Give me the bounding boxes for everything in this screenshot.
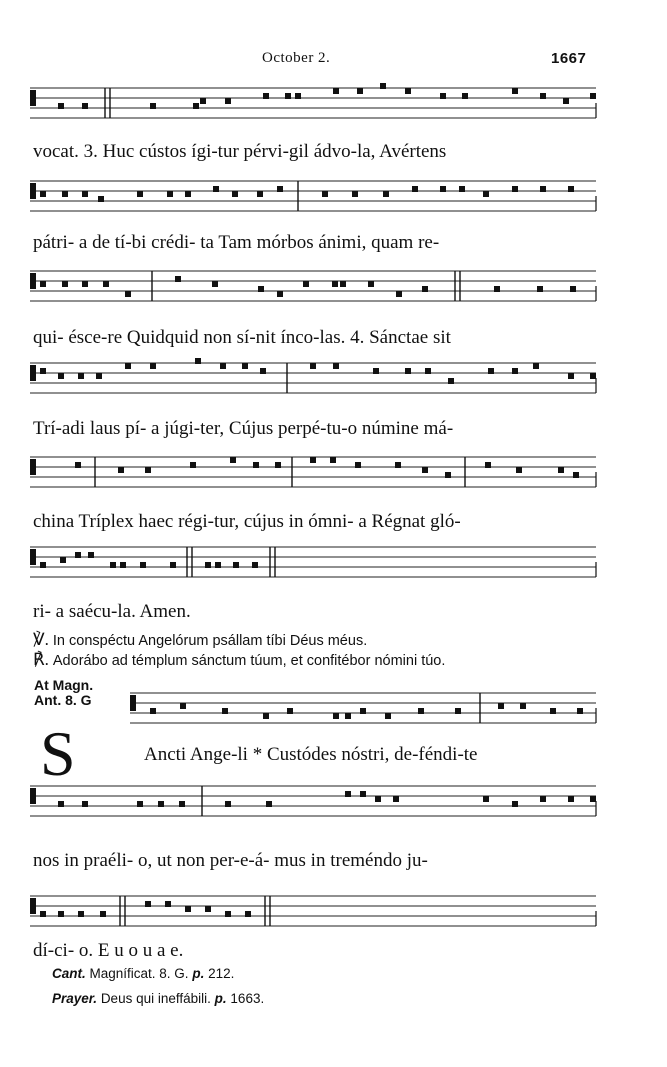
ref-label: Prayer.: [52, 991, 98, 1006]
neume: [185, 191, 191, 197]
neume: [150, 363, 156, 369]
neume: [242, 363, 248, 369]
neume: [40, 281, 46, 287]
neume: [275, 462, 281, 468]
neume: [570, 286, 576, 292]
neume: [590, 93, 596, 99]
neume: [357, 88, 363, 94]
neume: [285, 93, 291, 99]
neume: [75, 552, 81, 558]
neume: [422, 467, 428, 473]
neume: [58, 373, 64, 379]
neume: [483, 796, 489, 802]
neume: [295, 93, 301, 99]
neume: [40, 191, 46, 197]
neume: [440, 93, 446, 99]
neume: [568, 186, 574, 192]
neume: [412, 186, 418, 192]
neume: [590, 373, 596, 379]
neume: [512, 186, 518, 192]
neume: [322, 191, 328, 197]
neume: [422, 286, 428, 292]
neume: [215, 562, 221, 568]
hymn-lyric-line-2: pátri- a de tí-bi crédi- ta Tam mórbos ánimi, quam re-: [33, 232, 440, 253]
neume: [58, 911, 64, 917]
music-staff-2: [0, 173, 667, 233]
music-staff-6: [0, 539, 667, 599]
neume: [165, 901, 171, 907]
neume: [220, 363, 226, 369]
neume: [418, 708, 424, 714]
neume: [222, 708, 228, 714]
neume: [577, 708, 583, 714]
neume: [40, 562, 46, 568]
neume: [253, 462, 259, 468]
neume: [98, 196, 104, 202]
neume: [179, 801, 185, 807]
hymn-lyric-line-4: Trí-adi laus pí- a júgi-ter, Cújus perpé-tu-o númine má-: [33, 418, 454, 439]
neume: [568, 373, 574, 379]
neume: [82, 801, 88, 807]
response: [33, 650, 445, 670]
neume: [150, 708, 156, 714]
neume: [550, 708, 556, 714]
neume: [405, 368, 411, 374]
neume: [100, 911, 106, 917]
neume: [62, 191, 68, 197]
neume: [488, 368, 494, 374]
neume: [310, 457, 316, 463]
neume: [494, 286, 500, 292]
neume: [96, 373, 102, 379]
neume: [380, 83, 386, 89]
neume: [333, 88, 339, 94]
response-text: Adorábo ad témplum sánctum túum, et confitébor nómini túo.: [52, 653, 446, 669]
neume: [125, 291, 131, 297]
ref-page: 1663.: [230, 991, 265, 1006]
versicle: [33, 630, 367, 650]
running-title: October 2.: [262, 50, 331, 66]
neume: [333, 713, 339, 719]
neume: [405, 88, 411, 94]
neume: [287, 708, 293, 714]
clef: [30, 788, 36, 804]
antiphon-label-line-2: Ant. 8. G: [34, 692, 92, 708]
neume: [590, 796, 596, 802]
clef: [30, 898, 36, 914]
neume: [485, 462, 491, 468]
neume: [137, 191, 143, 197]
neume: [120, 562, 126, 568]
ref-page: 212.: [208, 966, 235, 981]
neume: [200, 98, 206, 104]
neume: [277, 186, 283, 192]
neume: [195, 358, 201, 364]
neume: [448, 378, 454, 384]
neume: [459, 186, 465, 192]
neume: [78, 911, 84, 917]
neume: [455, 708, 461, 714]
neume: [573, 472, 579, 478]
neume: [245, 911, 251, 917]
music-staff-7: [0, 685, 667, 745]
ref-p: p.: [192, 966, 205, 981]
neume: [185, 906, 191, 912]
drop-cap-initial: S: [40, 718, 76, 789]
neume: [233, 562, 239, 568]
antiphon-label: [34, 678, 93, 708]
neume: [225, 911, 231, 917]
neume: [167, 191, 173, 197]
hymn-lyric-line-3: qui- ésce-re Quidquid non sí-nit ínco-las. 4. Sánctae sit: [33, 327, 451, 348]
canticle-reference: [52, 966, 234, 981]
neume: [225, 801, 231, 807]
music-staff-9: [0, 888, 667, 948]
neume: [345, 713, 351, 719]
neume: [205, 906, 211, 912]
neume: [193, 103, 199, 109]
neume: [360, 791, 366, 797]
hymn-lyric-line-5: china Tríplex haec régi-tur, cújus in ómni- a Régnat gló-: [33, 511, 461, 532]
ref-p: p.: [214, 991, 227, 1006]
neume: [62, 281, 68, 287]
clef: [30, 365, 36, 381]
neume: [368, 281, 374, 287]
neume: [170, 562, 176, 568]
neume: [58, 103, 64, 109]
neume: [373, 368, 379, 374]
music-staff-5: [0, 449, 667, 509]
neume: [385, 713, 391, 719]
neume: [345, 791, 351, 797]
neume: [425, 368, 431, 374]
neume: [520, 703, 526, 709]
neume: [252, 562, 258, 568]
neume: [212, 281, 218, 287]
neume: [263, 93, 269, 99]
clef: [30, 549, 36, 565]
neume: [140, 562, 146, 568]
neume: [82, 281, 88, 287]
neume: [213, 186, 219, 192]
neume: [483, 191, 489, 197]
hymn-lyric-line-6: ri- a saécu-la. Amen.: [33, 601, 191, 622]
antiphon-lyric-line-3: dí-ci- o. E u o u a e.: [33, 940, 184, 961]
neume: [78, 373, 84, 379]
music-staff-8: [0, 778, 667, 838]
neume: [60, 557, 66, 563]
neume: [537, 286, 543, 292]
neume: [263, 713, 269, 719]
neume: [355, 462, 361, 468]
neume: [88, 552, 94, 558]
neume: [558, 467, 564, 473]
neume: [180, 703, 186, 709]
neume: [310, 363, 316, 369]
neume: [440, 186, 446, 192]
neume: [332, 281, 338, 287]
neume: [82, 191, 88, 197]
ref-label: Cant.: [52, 966, 86, 981]
clef: [130, 695, 136, 711]
neume: [568, 796, 574, 802]
neume: [137, 801, 143, 807]
neume: [277, 291, 283, 297]
neume: [175, 276, 181, 282]
neume: [512, 368, 518, 374]
neume: [125, 363, 131, 369]
neume: [393, 796, 399, 802]
antiphon-lyric-line-1: Ancti Ange-li * Custódes nóstri, de-féndi-te: [144, 744, 478, 765]
neume: [40, 368, 46, 374]
neume: [383, 191, 389, 197]
neume: [395, 462, 401, 468]
neume: [540, 796, 546, 802]
neume: [150, 103, 156, 109]
response-symbol: ℟.: [33, 650, 49, 669]
page-number: 1667: [551, 50, 587, 67]
top-scan-marks: [0, 0, 110, 10]
versicle-text: In conspéctu Angelórum psállam tíbi Déus méus.: [52, 633, 368, 649]
antiphon-label-line-1: At Magn.: [34, 677, 94, 693]
ref-text: Magníficat. 8. G.: [89, 966, 189, 981]
neume: [145, 467, 151, 473]
neume: [333, 363, 339, 369]
neume: [396, 291, 402, 297]
neume: [258, 286, 264, 292]
neume: [540, 186, 546, 192]
neume: [360, 708, 366, 714]
music-staff-4: [0, 355, 667, 415]
neume: [445, 472, 451, 478]
neume: [118, 467, 124, 473]
clef: [30, 273, 36, 289]
neume: [225, 98, 231, 104]
neume: [82, 103, 88, 109]
neume: [512, 801, 518, 807]
neume: [516, 467, 522, 473]
clef: [30, 90, 36, 106]
neume: [563, 98, 569, 104]
neume: [512, 88, 518, 94]
neume: [75, 462, 81, 468]
neume: [260, 368, 266, 374]
neume: [375, 796, 381, 802]
neume: [340, 281, 346, 287]
clef: [30, 183, 36, 199]
neume: [462, 93, 468, 99]
neume: [533, 363, 539, 369]
neume: [230, 457, 236, 463]
hymn-lyric-line-1: vocat. 3. Huc cústos ígi-tur pérvi-gil ádvo-la, Avértens: [33, 141, 447, 162]
neume: [352, 191, 358, 197]
antiphon-lyric-line-2: nos in praéli- o, ut non per-e-á- mus in treméndo ju-: [33, 850, 428, 871]
neume: [110, 562, 116, 568]
neume: [103, 281, 109, 287]
neume: [498, 703, 504, 709]
ref-text: Deus qui ineffábili.: [100, 991, 211, 1006]
versicle-symbol: ℣.: [33, 630, 49, 649]
prayer-reference: [52, 991, 264, 1006]
clef: [30, 459, 36, 475]
neume: [266, 801, 272, 807]
neume: [232, 191, 238, 197]
neume: [303, 281, 309, 287]
neume: [145, 901, 151, 907]
neume: [58, 801, 64, 807]
neume: [330, 457, 336, 463]
neume: [205, 562, 211, 568]
neume: [257, 191, 263, 197]
music-staff-3: [0, 263, 667, 323]
neume: [40, 911, 46, 917]
music-staff-1: [0, 80, 667, 140]
neume: [190, 462, 196, 468]
neume: [158, 801, 164, 807]
neume: [540, 93, 546, 99]
